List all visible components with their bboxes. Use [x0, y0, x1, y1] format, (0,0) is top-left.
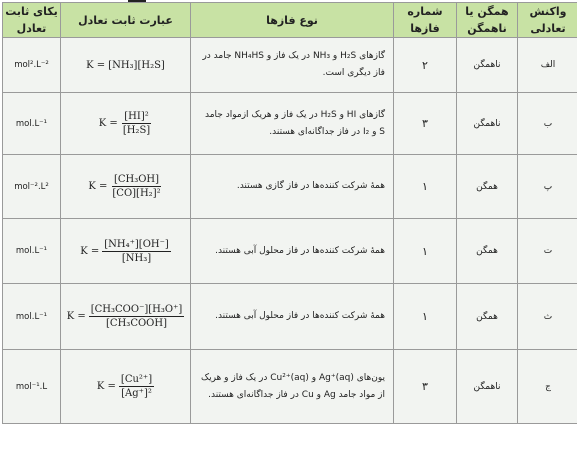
expression-cell — [61, 93, 191, 155]
numerator: [NH₄⁺][OH⁻] — [104, 238, 169, 250]
equilibrium-expression — [80, 239, 171, 264]
table-row — [3, 38, 577, 93]
phase-count-cell: ۱ — [394, 155, 457, 219]
table-row — [3, 284, 577, 350]
k-symbol: K = — [98, 118, 118, 129]
phase-count-cell: ۳ — [394, 93, 457, 155]
reaction-cell: پ — [518, 155, 577, 219]
phase-type-cell: گازهای HI و H₂S در یک فاز و هریک ازمواد جامد S و I₂ در فاز جداگانه‌ای هستند. — [191, 93, 394, 155]
reaction-cell: الف — [518, 38, 577, 93]
phase-type-cell: همهٔ شرکت کننده‌ها در فاز گازی هستند. — [191, 155, 394, 219]
table-row — [3, 155, 577, 219]
denominator: [Ag⁺]² — [121, 388, 152, 399]
equilibrium-table — [2, 2, 577, 424]
numerator: [CH₃OH] — [113, 174, 160, 185]
phase-count-cell: ۱ — [394, 284, 457, 350]
expression-inline: [NH₃][H₂S] — [108, 59, 165, 71]
phase-type-cell: یون‌های Ag⁺(aq) و Cu²⁺(aq) در یک فاز و هریک از مواد جامد Ag و Cu در فاز جداگانه‌ای هستند. — [191, 350, 394, 424]
denominator: [CH₃COOH] — [106, 318, 167, 329]
equilibrium-expression — [97, 374, 154, 399]
k-symbol: K = — [80, 245, 100, 257]
header-overline — [128, 0, 146, 2]
equilibrium-expression — [99, 111, 152, 136]
equilibrium-expression — [86, 60, 165, 71]
expression-cell — [61, 38, 191, 93]
denominator: [NH₃] — [121, 252, 152, 264]
unit-cell: mol.L⁻¹ — [3, 93, 61, 155]
phase-count-cell: ۳ — [394, 350, 457, 424]
reaction-cell: ب — [518, 93, 577, 155]
expression-cell — [61, 219, 191, 284]
header-homogeneity: همگن یا ناهمگن — [457, 3, 518, 38]
homogeneity-cell: ناهمگن — [457, 350, 518, 424]
unit-cell: mol².L⁻² — [3, 38, 61, 93]
header-unit: یکای ثابت تعادل — [3, 3, 61, 38]
unit-cell: mol.L⁻¹ — [3, 284, 61, 350]
homogeneity-cell: همگن — [457, 284, 518, 350]
header-expression: عبارت ثابت تعادل — [61, 3, 191, 38]
k-symbol: K = — [66, 311, 86, 322]
phase-count-cell: ۲ — [394, 38, 457, 93]
table-header — [3, 3, 577, 38]
homogeneity-cell: ناهمگن — [457, 93, 518, 155]
fraction — [119, 374, 154, 399]
homogeneity-cell: همگن — [457, 155, 518, 219]
numerator: [Cu²⁺] — [120, 374, 153, 385]
table-row — [3, 350, 577, 424]
fraction — [89, 304, 185, 329]
expression-cell — [61, 155, 191, 219]
table-row — [3, 93, 577, 155]
unit-cell: mol.L⁻¹ — [3, 219, 61, 284]
equilibrium-expression — [88, 174, 162, 199]
table-row — [3, 219, 577, 284]
k-symbol: K = — [86, 59, 106, 71]
phase-count-cell: ۱ — [394, 219, 457, 284]
numerator: [HI]² — [124, 111, 149, 122]
reaction-cell: ج — [518, 350, 577, 424]
reaction-cell: ت — [518, 219, 577, 284]
phase-type-cell: همهٔ شرکت کننده‌ها در فاز محلول آبی هستند. — [191, 284, 394, 350]
expression-cell — [61, 350, 191, 424]
header-phase-count: شماره فازها — [394, 3, 457, 38]
reaction-cell: ث — [518, 284, 577, 350]
unit-cell: mol⁻².L² — [3, 155, 61, 219]
k-symbol: K = — [96, 381, 116, 392]
unit-cell: mol⁻¹.L — [3, 350, 61, 424]
fraction — [110, 174, 162, 199]
k-symbol: K = — [88, 181, 108, 192]
fraction — [121, 111, 152, 136]
numerator: [CH₃COO⁻][H₃O⁺] — [90, 304, 183, 315]
phase-type-cell: همهٔ شرکت کننده‌ها در فاز محلول آبی هستند. — [191, 219, 394, 284]
denominator: [CO][H₂]² — [112, 188, 161, 199]
homogeneity-cell: ناهمگن — [457, 38, 518, 93]
expression-cell — [61, 284, 191, 350]
homogeneity-cell: همگن — [457, 219, 518, 284]
fraction — [102, 239, 171, 264]
header-reaction: واکنش تعادلی — [518, 3, 577, 38]
table-body — [3, 38, 577, 424]
header-phase-type: نوع فازها — [191, 3, 394, 38]
denominator: [H₂S] — [122, 125, 151, 136]
header-row — [3, 3, 577, 38]
equilibrium-expression — [67, 304, 185, 329]
phase-type-cell: گازهای H₂S و NH₃ در یک فاز و NH₄HS جامد در فاز دیگری است. — [191, 38, 394, 93]
